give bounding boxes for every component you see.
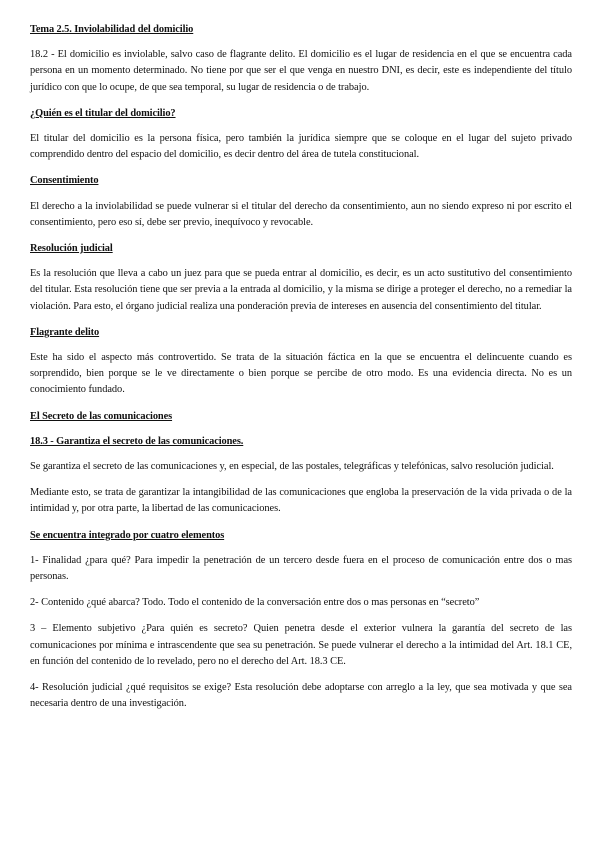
section-heading: Consentimiento [30,175,99,187]
paragraph: El titular del domicilio es la persona física, pero también la jurídica siempre que se coloque en el lugar del sujeto privado comprendido dentro del espacio del domicilio, es decir dentro del área de tutela constitucional. [30,133,572,161]
section-article-18-3 [30,434,572,518]
section-titular [30,106,572,164]
section-heading: Flagrante delito [30,326,100,338]
list-item: 4- Resolución judicial ¿qué requisitos se exige? Esta resolución debe adoptarse con arreglo a la ley, que sea motivada y que sea necesaria dentro de una investigación. [30,682,572,710]
section-resolucion-judicial [30,241,572,315]
list-item: 2- Contenido ¿qué abarca? Todo. Todo el contenido de la conversación entre dos o mas personas en “secreto” [30,597,480,609]
section-cuatro-elementos [30,528,572,713]
section-heading: El Secreto de las comunicaciones [30,410,173,422]
paragraph: El derecho a la inviolabilidad se puede vulnerar si el titular del derecho da consentimiento, aun no siendo expreso ni por escrito el consentimiento, pero eso sí, debe ser previo, inequívoco y revocable. [30,200,572,228]
section-flagrante-delito [30,325,572,399]
list-item: 1- Finalidad ¿para qué? Para impedir la penetración de un tercero desde fuera en el proceso de comunicación entre dos o mas personas. [30,554,572,583]
section-heading: Resolución judicial [30,243,113,255]
paragraph: Se garantiza el secreto de las comunicaciones y, en especial, de las postales, telegráficas y telefónicas, salvo resolución judicial. [30,461,554,473]
paragraph: Mediante esto, se trata de garantizar la intangibilidad de las comunicaciones que engloba la preservación de la vida privada o de la intimidad y, por otra parte, la libertad de las comunicaciones. [30,487,572,515]
section-heading: ¿Quién es el titular del domicilio? [30,107,176,119]
paragraph: 18.2 - El domicilio es inviolable, salvo caso de flagrante delito. El domicilio es el lugar de residencia en el que se encuentra cada persona en un momento determinado. No tiene por que ser el que venga en nuestro DNI, es decir, este es independiente del título jurídico con que lo ocupe, de que sea temporal, su lugar de residencia o de trabajo. [30,49,572,93]
document-page [30,22,572,723]
list-item: 3 – Elemento subjetivo ¿Para quién es secreto? Quien penetra desde el exterior vulnera la garantía del secreto de las comunicaciones por mínima e intrascendente que sea su penetración. Se puede vulnerar el derecho a la intimidad del Art. 18.1 CE, en función del contenido de lo revelado, pero no el derecho del Art. 18.3 CE. [30,623,572,667]
section-secreto-comunicaciones [30,409,572,425]
paragraph: Es la resolución que lleva a cabo un juez para que se pueda entrar al domicilio, es decir, es un acto sustitutivo del consentimiento del titular. Esta resolución tiene que ser previa a la entrada al domicilio, y la misma se dirige a proteger el derecho, no a remediar la violación. Para esto, el órgano judicial realiza una ponderación previa de intereses en ausencia del consentimiento del titular. [30,268,572,312]
section-consentimiento [30,173,572,231]
section-inviolabilidad [30,22,572,96]
section-heading: Se encuentra integrado por cuatro elementos [30,529,225,541]
section-heading: 18.3 - Garantiza el secreto de las comunicaciones. [30,435,244,447]
paragraph: Este ha sido el aspecto más controvertido. Se trata de la situación fáctica en la que se encuentra el delincuente cuando es sorprendido, bien porque se le ve directamente o bien porque se percibe de otro modo. Es una evidencia directa. No es un conocimiento fundado. [30,352,572,396]
section-heading: Tema 2.5. Inviolabilidad del domicilio [30,24,194,35]
